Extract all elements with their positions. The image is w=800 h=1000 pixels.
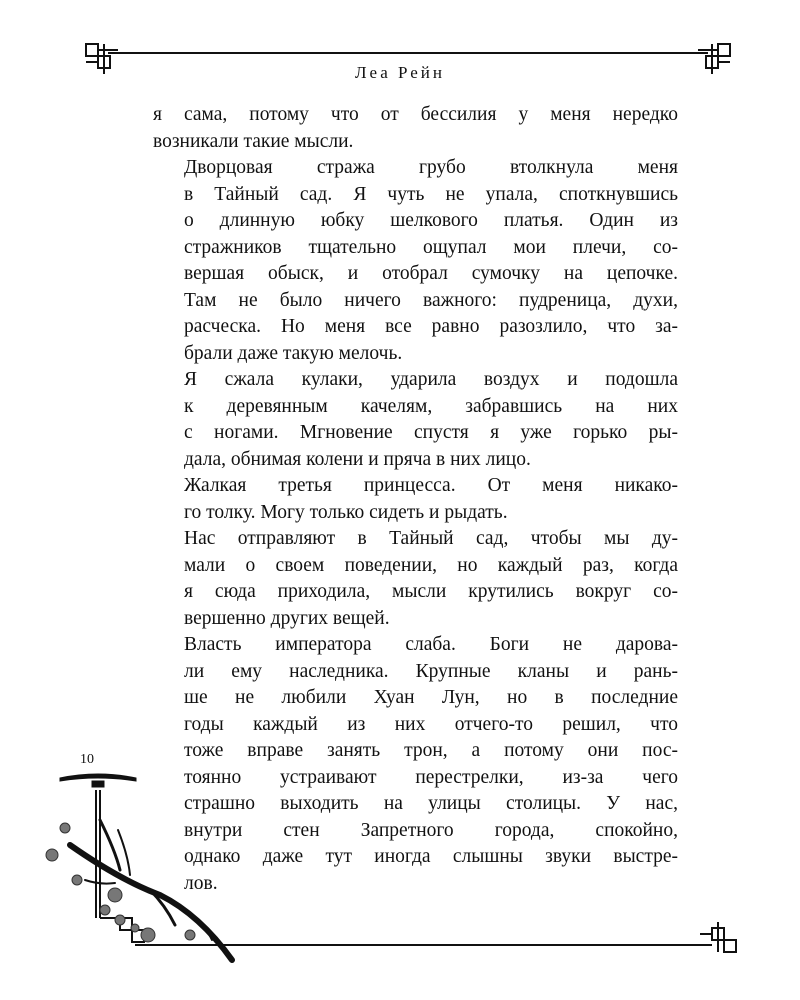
- text-line: тоянно устраивают перестрелки, из-за чего: [184, 766, 678, 788]
- text-line: лов.: [184, 872, 218, 894]
- paragraph: [153, 367, 678, 473]
- paragraph: [153, 526, 678, 632]
- paragraph: [153, 155, 678, 367]
- body-text: [153, 102, 678, 897]
- text-line: страшно выходить на улицы столицы. У нас,: [184, 793, 678, 814]
- running-header-author: Леа Рейн: [355, 63, 445, 82]
- text-line: о длинную юбку шелкового платья. Один из: [184, 210, 678, 231]
- text-line: в Тайный сад. Я чуть не упала, споткнувшись: [184, 183, 678, 205]
- text-line: вершенно других вещей.: [184, 607, 390, 629]
- text-line: ше не любили Хуан Лун, но в последние: [184, 687, 678, 708]
- text-line: расческа. Но меня все равно разозлило, что за-: [184, 316, 678, 337]
- text-line: тоже вправе занять трон, а потому они пос-: [184, 740, 678, 761]
- text-line: мали о своем поведении, но каждый раз, когда: [184, 554, 678, 576]
- paragraph: [153, 102, 678, 155]
- text-line: дала, обнимая колени и пряча в них лицо.: [184, 448, 531, 470]
- text-line: брали даже такую мелочь.: [184, 342, 403, 364]
- text-line: стражников тщательно ощупал мои плечи, со-: [184, 236, 678, 258]
- paragraph: [153, 473, 678, 526]
- text-line: я сюда приходила, мысли крутились вокруг со-: [184, 581, 678, 602]
- text-line: внутри стен Запретного города, спокойно,: [184, 819, 678, 841]
- text-line: Нас отправляют в Тайный сад, чтобы мы ду-: [184, 528, 678, 549]
- pagoda-roof-icon: [60, 774, 136, 787]
- text-line: однако даже тут иногда слышны звуки выстре-: [184, 846, 678, 867]
- text-line: ли ему наследника. Крупные кланы и рань-: [184, 660, 678, 682]
- paragraph: [153, 632, 678, 897]
- text-line: го толку. Могу только сидеть и рыдать.: [184, 501, 508, 523]
- text-line: годы каждый из них отчего-то решил, что: [184, 713, 678, 735]
- text-line: Там не было ничего важного: пудреница, духи,: [184, 289, 678, 311]
- knot-ornament-bottom-right: [700, 922, 736, 952]
- text-line: Я сжала кулаки, ударила воздух и подошла: [184, 369, 678, 390]
- text-line: с ногами. Мгновение спустя я уже горько ры-: [184, 422, 678, 443]
- page-number: 10: [80, 752, 94, 767]
- text-line: я сама, потому что от бессилия у меня нередко: [153, 104, 678, 125]
- text-line: Жалкая третья принцесса. От меня никако-: [184, 475, 678, 496]
- text-line: вершая обыск, и отобрал сумочку на цепочке.: [184, 263, 678, 284]
- text-line: возникали такие мысли.: [153, 130, 354, 152]
- text-line: к деревянным качелям, забравшись на них: [184, 395, 678, 417]
- text-line: Дворцовая стража грубо втолкнула меня: [184, 157, 678, 178]
- text-line: Власть императора слаба. Боги не дарова-: [184, 634, 678, 655]
